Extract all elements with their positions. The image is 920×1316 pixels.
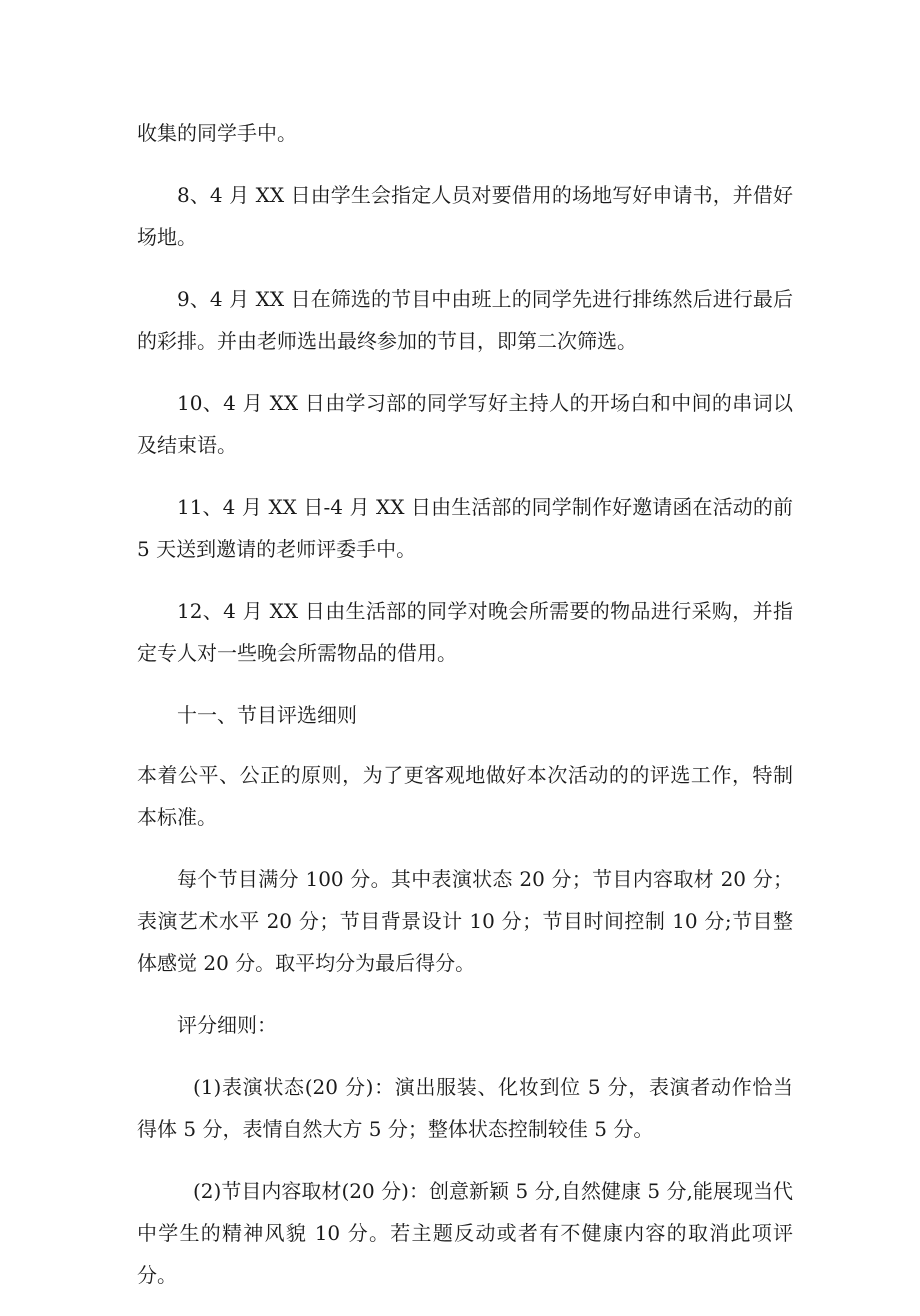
paragraph-item-12: 12、4 月 XX 日由生活部的同学对晚会所需要的物品进行采购，并指定专人对一些晚会所需物品的借用。 [137, 599, 793, 665]
paragraph-continuation: 收集的同学手中。 [137, 121, 297, 145]
paragraph-item-10: 10、4 月 XX 日由学习部的同学写好主持人的开场白和中间的串词以及结束语。 [137, 391, 793, 457]
criterion-content-material: (2)节目内容取材(20 分)：创意新颖 5 分,自然健康 5 分,能展现当代中学生的精神风貌 10 分。若主题反动或者有不健康内容的取消此项评分。 [137, 1179, 793, 1287]
paragraph-item-8: 8、4 月 XX 日由学生会指定人员对要借用的场地写好申请书，并借好场地。 [137, 183, 793, 249]
paragraph-item-9: 9、4 月 XX 日在筛选的节目中由班上的同学先进行排练然后进行最后的彩排。并由老师选出最终参加的节目，即第二次筛选。 [137, 287, 793, 353]
section-heading-11: 十一、节目评选细则 [177, 703, 357, 727]
paragraph-scoring-total: 每个节目满分 100 分。其中表演状态 20 分；节目内容取材 20 分；表演艺术水平 20 分；节目背景设计 10 分；节目时间控制 10 分;节目整体感觉 20 分。取平均分为最后得分。 [137, 867, 793, 975]
scoring-details-heading: 评分细则： [177, 1013, 277, 1037]
paragraph-principle: 本着公平、公正的原则，为了更客观地做好本次活动的的评选工作，特制本标准。 [137, 763, 793, 829]
paragraph-item-11: 11、4 月 XX 日-4 月 XX 日由生活部的同学制作好邀请函在活动的前 5 天送到邀请的老师评委手中。 [137, 495, 793, 561]
document-body [137, 112, 793, 1316]
criterion-performance-state: (1)表演状态(20 分)：演出服装、化妆到位 5 分，表演者动作恰当得体 5 分，表情自然大方 5 分；整体状态控制较佳 5 分。 [137, 1075, 793, 1141]
